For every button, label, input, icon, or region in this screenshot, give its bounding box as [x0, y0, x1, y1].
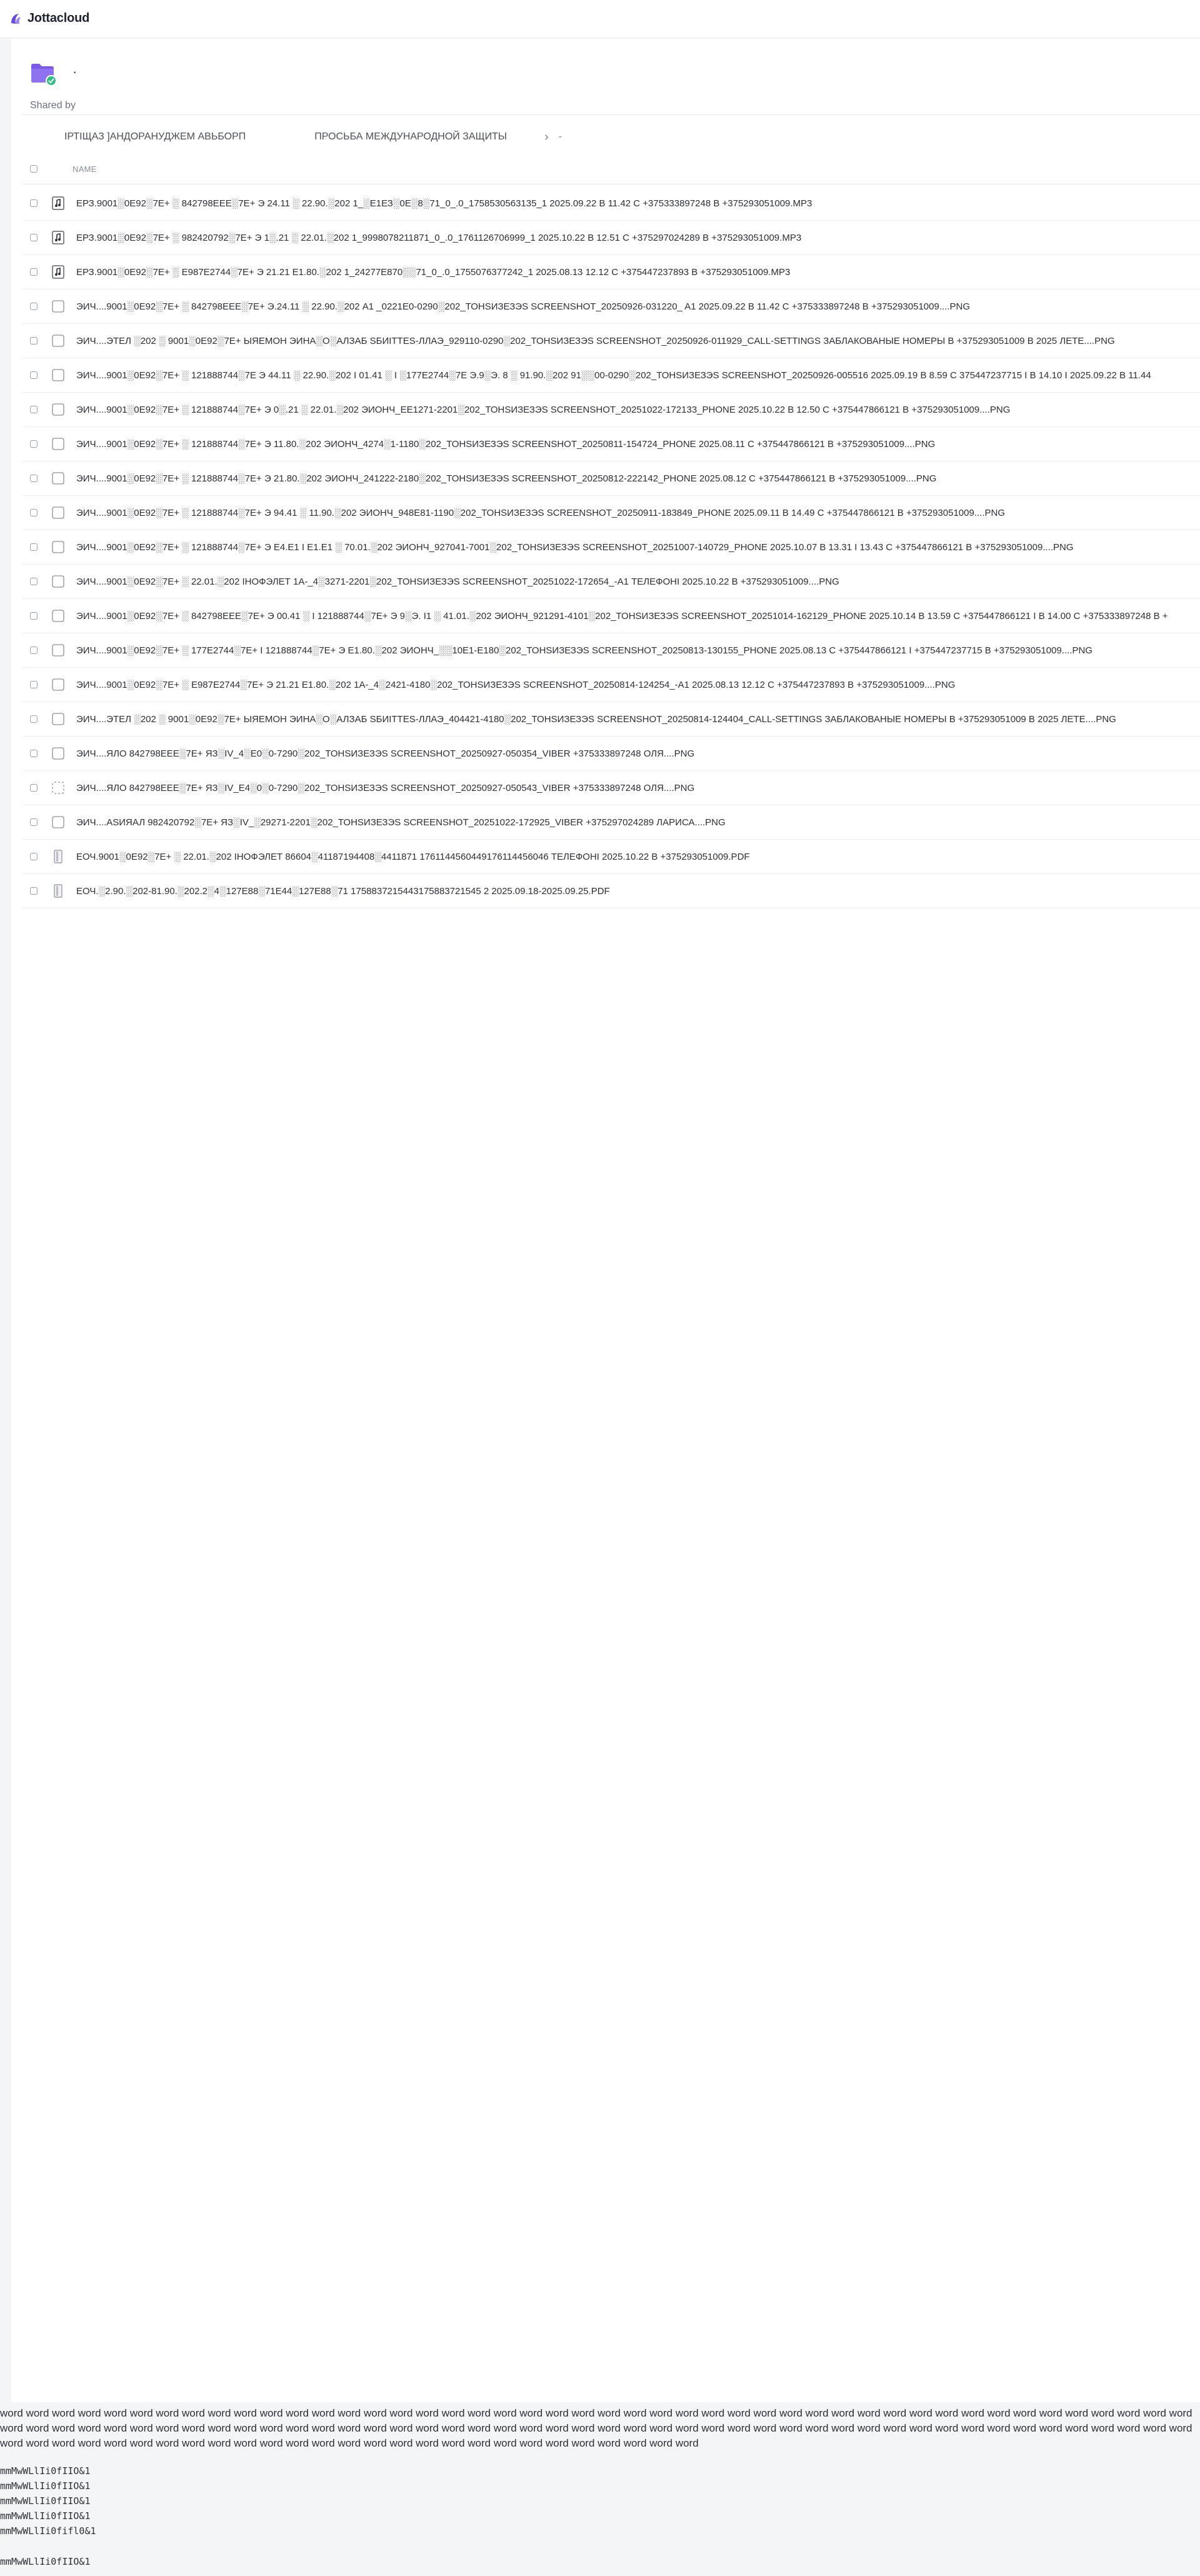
file-row[interactable]: [22, 565, 1200, 599]
image-file-icon: [51, 437, 65, 451]
column-header-name[interactable]: NAME: [72, 164, 97, 174]
file-row[interactable]: [22, 324, 1200, 358]
file-name[interactable]: ЭИЧ....9001░0Е92░7Е+ ░ 177Е2744░7Е+ І 121888744░7Е+ Э Е1.80.░202 ЭИОНЧ_░░10Е1-Е180░202_ТОНЅИЗЕЗЭЅ SCREENSHOT_20250813-130155_PHONE 2025.08.13 С +375447866121 І +375447237715 В +375293051009....PNG: [76, 645, 1092, 656]
app-logo[interactable]: [9, 11, 89, 26]
file-row[interactable]: [22, 668, 1200, 702]
file-name[interactable]: ЭИЧ....9001░0Е92░7Е+ ░ 121888744░7Е+ Э 21.80.░202 ЭИОНЧ_241222-2180░202_ТОНЅИЗЕЗЭЅ SCREENSHOT_20250812-222142_PHONE 2025.08.12 С +375447866121 В +375293051009....PNG: [76, 473, 937, 484]
file-name[interactable]: ЭИЧ....9001░0Е92░7Е+ ░ 121888744░7Е+ Э 94.41 ░ 11.90.░202 ЭИОНЧ_948Е81-1190░202_ТОНЅИЗЕЗЭЅ SCREENSHOT_20250911-183849_PHONE 2025.09.11 В 14.49 С +375447866121 В +375293051009....PNG: [76, 507, 1005, 518]
mono-sample-last: mmMwWLlIi0fIIO&1: [0, 2556, 91, 2567]
file-name[interactable]: ЭИЧ....9001░0Е92░7Е+ ░ Е987Е2744░7Е+ Э 21.21 Е1.80.░202 1А-_4░2421-4180░202_ТОНЅИЗЕЗЭЅ SCREENSHOT_20250814-124254_-A1 2025.08.13 12.12 С +375447237893 В +375293051009....PNG: [76, 679, 956, 690]
file-list: [22, 186, 1200, 908]
image-file-icon: [51, 678, 65, 692]
file-row[interactable]: [22, 874, 1200, 908]
row-checkbox[interactable]: [30, 750, 38, 757]
jottacloud-logo-icon: [9, 12, 22, 26]
row-checkbox[interactable]: [30, 681, 38, 688]
header-divider: [22, 114, 1200, 115]
row-checkbox[interactable]: [30, 784, 38, 792]
image-file-icon: [51, 540, 65, 554]
file-name[interactable]: ЕОЧ.9001░0Е92░7Е+ ░ 22.01.░202 ІНОФЭЛЕТ 86604░41187194408░4411871 1761144560449176114456046 ТЕЛЕФОНІ 2025.10.22 В +375293051009.PDF: [76, 851, 750, 862]
image-loading-icon: [51, 781, 65, 795]
breadcrumb-more[interactable]: -: [558, 131, 562, 142]
audio-file-icon: [51, 231, 65, 244]
select-all-checkbox[interactable]: [30, 165, 38, 173]
file-name[interactable]: ЕРЗ.9001░0Е92░7Е+ ░ 982420792░7Е+ Э 1░.21 ░ 22.01.░202 1_9998078211871_0_.0_1761126706999_1 2025.10.22 В 12.51 С +375297024289 В +375293051009.MP3: [76, 232, 802, 243]
file-row[interactable]: [22, 771, 1200, 805]
file-name[interactable]: ЭИЧ....9001░0Е92░7Е+ ░ 22.01.░202 ІНОФЭЛЕТ 1А-_4░3271-2201░202_ТОНЅИЗЕЗЭЅ SCREENSHOT_20251022-172654_-A1 ТЕЛЕФОНІ 2025.10.22 В +375293051009....PNG: [76, 576, 839, 587]
file-row[interactable]: [22, 255, 1200, 289]
row-checkbox[interactable]: [30, 440, 38, 448]
image-file-icon: [51, 712, 65, 726]
folder-title: ·: [72, 64, 78, 79]
row-checkbox[interactable]: [30, 268, 38, 276]
image-file-icon: [51, 471, 65, 485]
mono-line: mmMwWLlIi0fIIO&1: [0, 2480, 91, 2492]
file-name[interactable]: ЕОЧ.░2.90.░202-81.90.░202.2░4░127Е88░71Е44░127Е88░71 1758837215443175883721545 2 2025.09.18-2025.09.25.PDF: [76, 885, 610, 897]
mono-line: mmMwWLlIi0fIIO&1: [0, 2510, 91, 2522]
file-name[interactable]: ЭИЧ....9001░0Е92░7Е+ ░ 121888744░7Е+ Э 11.80.░202 ЭИОНЧ_4274░1-1180░202_ТОНЅИЗЕЗЭЅ SCREENSHOT_20250811-154724_PHONE 2025.08.11 С +375447866121 В +375293051009....PNG: [76, 438, 936, 450]
file-row[interactable]: [22, 393, 1200, 427]
file-name[interactable]: ЭИЧ....9001░0Е92░7Е+ ░ 842798ЕЕЕ░7Е+ Э 00.41 ░ І 121888744░7Е+ Э 9░Э. І1 ░ 41.01.░202 ЭИОНЧ_921291-4101░202_ТОНЅИЗЕЗЭЅ SCREENSHOT_20251014-162129_PHONE 2025.10.14 В 13.59 С +375447866121 І В 14.00 С +375333897248 В +: [76, 610, 1168, 621]
image-file-icon: [51, 334, 65, 348]
file-name[interactable]: ЕРЗ.9001░0Е92░7Е+ ░ Е987Е2744░7Е+ Э 21.21 Е1.80.░202 1_24277Е870░░71_0_.0_1755076377242_1 2025.08.13 12.12 С +375447237893 В +375293051009.MP3: [76, 266, 791, 278]
image-file-icon: [51, 643, 65, 657]
file-row[interactable]: [22, 702, 1200, 737]
pdf-file-icon: [51, 884, 65, 898]
shared-by-label: Shared by: [30, 100, 76, 111]
image-file-icon: [51, 815, 65, 829]
row-checkbox[interactable]: [30, 303, 38, 310]
file-row[interactable]: [22, 633, 1200, 668]
file-name[interactable]: ЕРЗ.9001░0Е92░7Е+ ░ 842798ЕЕЕ░7Е+ Э 24.11 ░ 22.90.░202 1_░Е1ЕЗ░0Е░8░71_0_.0_1758530563135_1 2025.09.22 В 11.42 С +375333897248 В +375293051009.MP3: [76, 198, 812, 209]
file-row[interactable]: [22, 496, 1200, 530]
file-row[interactable]: [22, 289, 1200, 324]
file-row[interactable]: [22, 461, 1200, 496]
row-checkbox[interactable]: [30, 612, 38, 620]
app-name: Jottacloud: [28, 11, 90, 25]
top-bar: [0, 0, 1200, 38]
breadcrumb-item-2[interactable]: ПРОСЬБА МЕЖДУНАРОДНОЙ ЗАЩИТЫ: [314, 131, 508, 142]
file-row[interactable]: [22, 530, 1200, 565]
row-checkbox[interactable]: [30, 371, 38, 379]
image-file-icon: [51, 575, 65, 588]
mono-line: mmMwWLlIi0fIIO&1: [0, 2495, 91, 2507]
chevron-right-icon[interactable]: ›: [544, 129, 549, 144]
audio-file-icon: [51, 265, 65, 279]
file-row[interactable]: [22, 805, 1200, 840]
image-file-icon: [51, 403, 65, 416]
row-checkbox[interactable]: [30, 647, 38, 654]
audio-file-icon: [51, 196, 65, 210]
mono-line: mmMwWLlIi0fifl0&1: [0, 2525, 96, 2537]
mono-sample-lines: [0, 2463, 96, 2538]
row-checkbox[interactable]: [30, 199, 38, 207]
file-name[interactable]: ЭИЧ....9001░0Е92░7Е+ ░ 121888744░7Е+ Э 0░.21 ░ 22.01.░202 ЭИОНЧ_ЕЕ1271-2201░202_ТОНЅИЗЕЗЭЅ SCREENSHOT_20251022-172133_PHONE 2025.10.22 В 12.50 С +375447866121 В +375293051009....PNG: [76, 404, 1011, 415]
shared-folder-icon: [30, 61, 58, 90]
image-file-icon: [51, 299, 65, 313]
file-list-header: [22, 154, 1200, 184]
file-name[interactable]: ЭИЧ....9001░0Е92░7Е+ ░ 121888744░7Е+ Э Е4.Е1 І Е1.Е1 ░ 70.01.░202 ЭИОНЧ_927041-7001░202_ТОНЅИЗЕЗЭЅ SCREENSHOT_20251007-140729_PHONE 2025.10.07 В 13.31 І 13.43 С +375447866121 В +375293051009....PNG: [76, 541, 1074, 553]
row-checkbox[interactable]: [30, 406, 38, 413]
row-checkbox[interactable]: [30, 578, 38, 585]
row-checkbox[interactable]: [30, 887, 38, 895]
row-checkbox[interactable]: [30, 853, 38, 860]
file-row[interactable]: [22, 427, 1200, 461]
image-file-icon: [51, 747, 65, 760]
image-file-icon: [51, 506, 65, 520]
file-name[interactable]: ЭИЧ....ЭТЕЛ ░202 ░ 9001░0Е92░7Е+ ЫЯЕМОН ЭИНА░О░АЛЗАБ ЅБИІТТЕЅ-ЛЛАЭ_404421-4180░202_ТОНЅИЗЕЗЭЅ SCREENSHOT_20250814-124404_CALL-SETTINGS ЗАБЛАКОВАНЫЕ НОМЕРЫ В +375293051009 В 2025 ЛЕТЕ....PNG: [76, 713, 1116, 725]
file-name[interactable]: ЭИЧ....ЯЛО 842798ЕЕЕ░7Е+ ЯЗ░ІV_4░Е0░0-7290░202_ТОНЅИЗЕЗЭЅ SCREENSHOT_20250927-050354_VIBER +375333897248 ОЛЯ....PNG: [76, 748, 695, 759]
file-name[interactable]: ЭИЧ....ЭТЕЛ ░202 ░ 9001░0Е92░7Е+ ЫЯЕМОН ЭИНА░О░АЛЗАБ ЅБИІТТЕЅ-ЛЛАЭ_929110-0290░202_ТОНЅИЗЕЗЭЅ SCREENSHOT_20250926-011929_CALL-SETTINGS ЗАБЛАКОВАНЫЕ НОМЕРЫ В +375293051009 В 2025 ЛЕТЕ....PNG: [76, 335, 1115, 346]
row-checkbox[interactable]: [30, 234, 38, 241]
mono-line: mmMwWLlIi0fIIO&1: [0, 2465, 91, 2477]
file-name[interactable]: ЭИЧ....ЯЛО 842798ЕЕЕ░7Е+ ЯЗ░ІV_Е4░0░0-7290░202_ТОНЅИЗЕЗЭЅ SCREENSHOT_20250927-050543_VIBER +375333897248 ОЛЯ....PNG: [76, 782, 695, 793]
file-row[interactable]: [22, 737, 1200, 771]
row-checkbox[interactable]: [30, 818, 38, 826]
row-checkbox[interactable]: [30, 337, 38, 345]
row-checkbox[interactable]: [30, 509, 38, 516]
image-file-icon: [51, 609, 65, 623]
file-row[interactable]: [22, 358, 1200, 393]
breadcrumb: [64, 128, 562, 146]
row-checkbox[interactable]: [30, 715, 38, 723]
file-row[interactable]: [22, 599, 1200, 633]
file-row[interactable]: [22, 840, 1200, 874]
file-name[interactable]: ЭИЧ....9001░0Е92░7Е+ ░ 121888744░7Е Э 44.11 ░ 22.90.░202 І 01.41 ░ І ░177Е2744░7Е Э.9░Э. 8 ░ 91.90.░202 91░░00-0290░202_ТОНЅИЗЕЗЭЅ SCREENSHOT_20250926-005516 2025.09.19 В 8.59 С 375447237715 І В 14.10 І 2025.09.22 В 11.44: [76, 370, 1151, 381]
row-checkbox[interactable]: [30, 475, 38, 482]
file-row[interactable]: [22, 221, 1200, 255]
file-row[interactable]: [22, 186, 1200, 221]
footer-text: word word word word word word word word word word word word word word word word word word word word word word word word word word word word word word word word word word word word word word word word word word word word word word word word word word word word word word word word word word word word word word word word word word word word word word word word word word word word word word word word word word word word word word word word word word word word word word word word word word word word word word word word word word word word word word word word word word word word word word word: [0, 2407, 1192, 2449]
breadcrumb-item-1[interactable]: ІРТІЩАЗ ]АНДОРАНУДЖЕМ АВЬБОРП: [64, 131, 246, 142]
image-file-icon: [51, 368, 65, 382]
file-name[interactable]: ЭИЧ....9001░0Е92░7Е+ ░ 842798ЕЕЕ░7Е+ Э.24.11 ░ 22.90.░202 А1 _0221Е0-0290░202_ТОНЅИЗЕЗЭЅ SCREENSHOT_20250926-031220_ A1 2025.09.22 В 11.42 С +375333897248 В +375293051009....PNG: [76, 301, 971, 312]
file-name[interactable]: ЭИЧ....АЅИЯАЛ 982420792░7Е+ ЯЗ░ІV_░29271-2201░202_ТОНЅИЗЕЗЭЅ SCREENSHOT_20251022-172925_VIBER +375297024289 ЛАРИСА....PNG: [76, 817, 726, 828]
row-checkbox[interactable]: [30, 543, 38, 551]
pdf-file-icon: [51, 850, 65, 863]
